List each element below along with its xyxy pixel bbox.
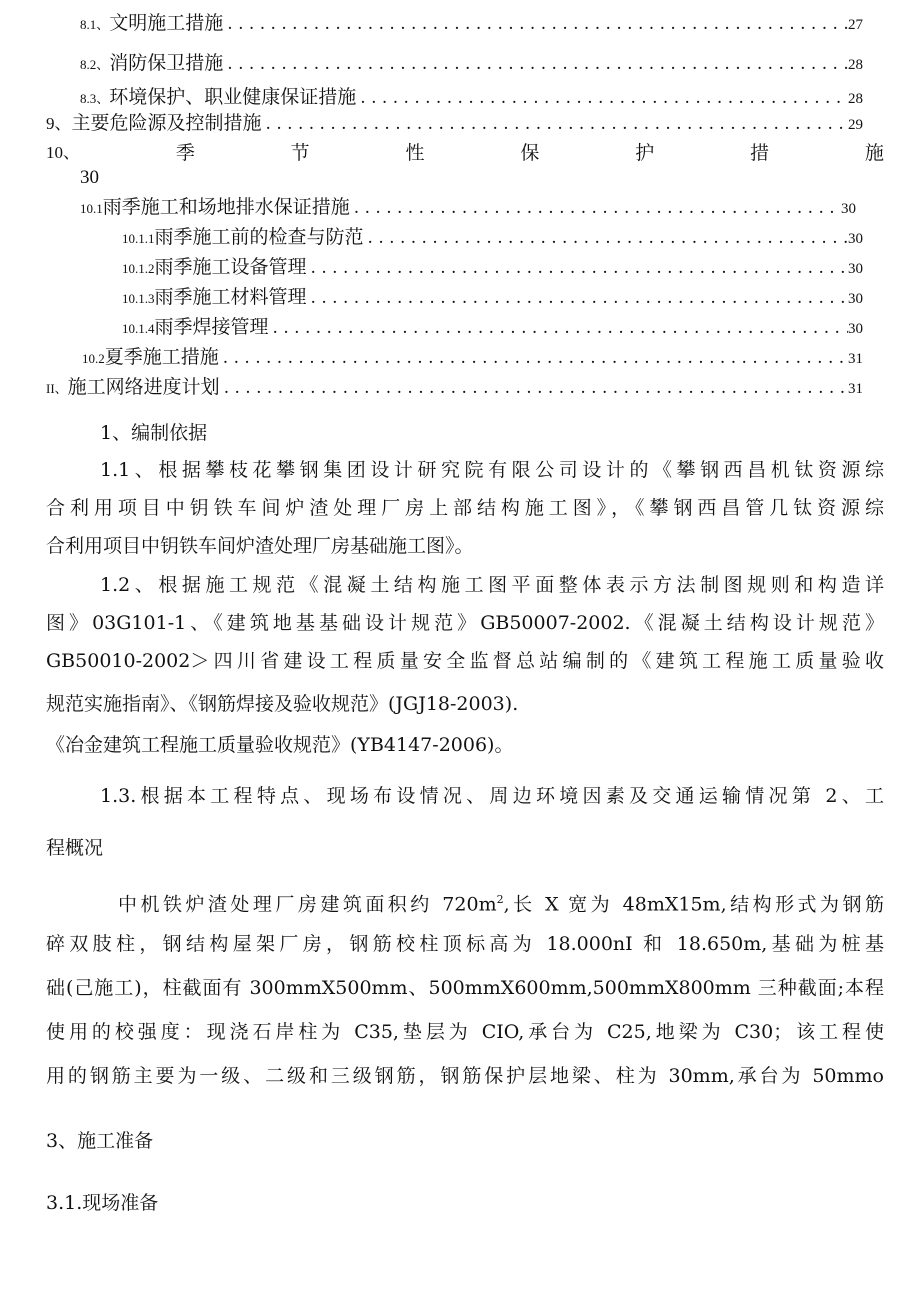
toc-leader [307,288,848,308]
text-run: ,长 X 宽为 48mX15m,结构形式为钢筋 [503,893,885,916]
paragraph-line: 1.3.根据本工程特点、现场布设情况、周边环境因素及交通运输情况第 2、工 [100,785,884,807]
toc-entry[interactable] [80,82,863,109]
toc-title: 文明施工措施 [109,12,224,34]
toc-leader [220,378,848,398]
toc-number: 9、 [46,114,72,133]
paragraph-line [118,881,884,923]
paragraph-line: 础(己施工)，柱截面有 300mmX500mm、500mmX600mm,500mmX800mm 三种截面;本程 [46,977,884,999]
toc-title-char: 季 [175,142,195,164]
toc-page-number: 28 [848,57,863,73]
toc-number: 10.1.2 [122,261,155,276]
toc-leader [307,258,848,278]
section-heading: 1、编制依据 [100,422,208,444]
toc-entry-justified[interactable] [46,138,884,165]
toc-title: 雨季施工前的检查与防范 [154,226,364,248]
toc-page-number: 27 [848,17,863,33]
toc-leader [350,198,841,218]
toc-number: 10.1.4 [122,321,155,336]
toc-entry[interactable] [122,282,863,309]
toc-title-char: 措 [750,142,770,164]
toc-title: 雨季施工材料管理 [154,286,307,308]
toc-title: 施工网络进度计划 [67,376,220,398]
toc-entry[interactable] [122,312,863,339]
paragraph-line: GB50010-2002＞四川省建设工程质量安全监督总站编制的《建筑工程施工质量验收 [46,650,884,672]
paragraph-line: 图》03G101-1、《建筑地基基础设计规范》GB50007-2002.《混凝土结构设计规范》 [46,612,884,634]
toc-title-char: 施 [864,142,884,164]
toc-page-number: 30 [848,231,863,247]
paragraph-line: 合利用项目中钥铁车间炉渣处理厂房上部结构施工图》，《攀钢西昌管几钛资源综 [46,497,884,519]
toc-page-number: 31 [848,381,863,397]
paragraph-line: 合利用项目中钥铁车间炉渣处理厂房基础施工图》。 [46,535,474,557]
toc-title-char: 保 [520,142,540,164]
toc-leader [223,54,848,74]
toc-number: 10.2 [82,351,105,366]
toc-number: 10.1 [80,201,103,216]
toc-entry[interactable] [122,252,863,279]
toc-page-number: 31 [848,351,863,367]
toc-page-number: 30 [848,291,863,307]
toc-entry[interactable] [82,342,863,369]
toc-page-number: 30 [80,167,99,188]
paragraph-line: 规范实施指南》、《钢筋焊接及验收规范》(JGJ18-2003). [46,693,519,715]
text-run: 中机铁炉渣处理厂房建筑面积约 720m [118,893,497,916]
toc-page-number: 30 [848,321,863,337]
toc-entry[interactable] [46,108,863,135]
paragraph-line: 使用的校强度：现浇石岸柱为 C35,垫层为 CIO,承台为 C25,地梁为 C30；该工程使 [46,1021,884,1043]
toc-title: 环境保护、职业健康保证措施 [109,86,357,108]
toc-entry[interactable] [80,8,863,35]
paragraph-line: 《冶金建筑工程施工质量验收规范》(YB4147-2006)。 [46,734,514,756]
toc-number: 10.1.3 [122,291,155,306]
toc-number: 10.1.1 [122,231,155,246]
section-heading: 3、施工准备 [46,1130,154,1152]
toc-number: 10、 [46,143,80,162]
toc-leader [262,114,848,134]
toc-number: 8.3、 [80,91,110,106]
paragraph-line: 1.2、根据施工规范《混凝土结构施工图平面整体表示方法制图规则和构造详 [100,574,884,596]
superscript: 2 [496,893,504,906]
toc-leader [223,14,848,34]
toc-number: II、 [46,381,68,396]
paragraph-line: 1.1、根据攀枝花攀钢集团设计研究院有限公司设计的《攀钢西昌机钛资源综 [100,459,884,481]
toc-title: 雨季施工设备管理 [154,256,307,278]
toc-entry[interactable] [80,192,856,219]
toc-title: 雨季焊接管理 [154,316,269,338]
toc-title: 主要危险源及控制措施 [71,112,262,134]
toc-page-number: 30 [848,261,863,277]
subsection-heading: 3.1.现场准备 [46,1192,159,1214]
toc-leader [356,88,848,108]
toc-entry[interactable] [46,372,863,399]
toc-leader [219,348,848,368]
paragraph-line: 用的钢筋主要为一级、二级和三级钢筋，钢筋保护层地梁、柱为 30mm,承台为 50mmo [46,1065,884,1087]
toc-entry[interactable] [80,48,863,75]
toc-title: 雨季施工和场地排水保证措施 [102,196,350,218]
toc-title-char: 性 [405,142,425,164]
toc-title-char: 节 [290,142,310,164]
toc-leader [269,318,848,338]
toc-entry[interactable] [122,222,863,249]
toc-title: 消防保卫措施 [109,52,224,74]
paragraph-line: 程概况 [46,837,104,859]
toc-page-number: 28 [848,91,863,107]
toc-number: 8.1、 [80,17,110,32]
toc-page-number: 29 [848,117,863,133]
toc-page-number: 30 [841,201,856,217]
toc-leader [364,228,848,248]
toc-title: 夏季施工措施 [104,346,219,368]
toc-number: 8.2、 [80,57,110,72]
toc-title-char: 护 [635,142,655,164]
paragraph-line: 碎双肢柱，钢结构屋架厂房，钢筋校柱顶标高为 18.000nI 和 18.650m,基础为桩基 [46,933,884,955]
